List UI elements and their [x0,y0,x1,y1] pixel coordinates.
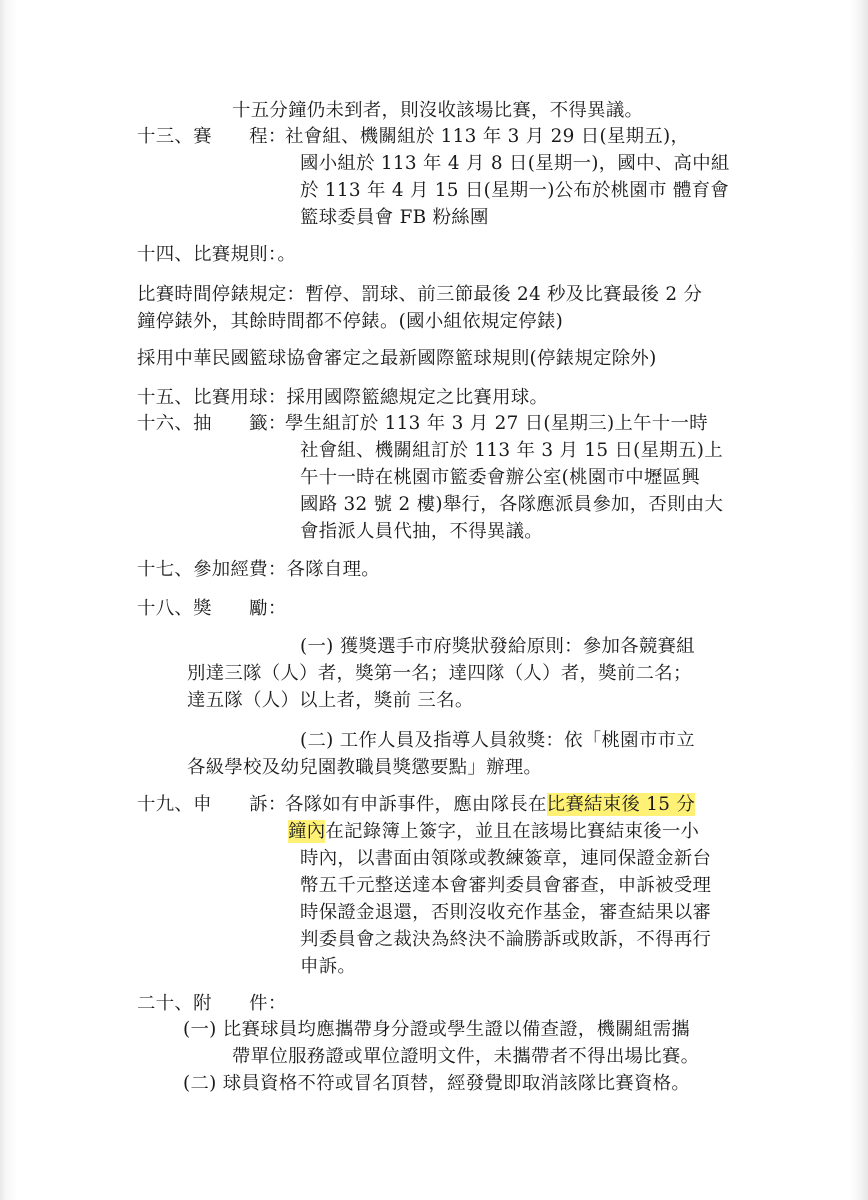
section-16-heading: 十六、抽 籤： [137,413,287,434]
section-16-line-3: 午十一時在桃園市籃委會辦公室(桃園市中壢區興 [300,467,700,488]
section-19-line-6: 判委員會之裁決為終決不論勝訴或敗訴，不得再行 [300,929,712,950]
section-20-item-1-line-2: 帶單位服務證或單位證明文件，未攜帶者不得出場比賽。 [232,1046,700,1067]
section-20-item-2: (二) 球員資格不符或冒名頂替，經發覺即取消該隊比賽資格。 [183,1073,691,1094]
section-19-line-1-text: 各隊如有申訴事件，應由隊長在 [285,794,547,815]
section-14-heading: 十四、比賽規則：。 [137,244,297,265]
section-16-line-5: 會指派人員代抽，不得異議。 [300,521,543,542]
section-18-item-1-line-3: 達五隊（人）以上者，獎前 三名。 [187,690,474,711]
section-13-line-3: 於 113 年 4 月 15 日(星期一)公布於桃園市 體育會 [300,180,730,201]
section-19-line-3: 時內，以書面由領隊或教練簽章，連同保證金新台 [300,848,712,869]
section-19-line-2 [288,819,699,845]
section-19-line-7: 申訴。 [300,956,357,977]
section-18-heading: 十八、獎 勵： [137,598,287,619]
section-19-line-1 [285,792,695,818]
section-18-item-2-line-2: 各級學校及幼兒園教職員獎懲要點」辦理。 [187,757,543,778]
section-14-para-1-line-1: 比賽時間停錶規定：暫停、罰球、前三節最後 24 秒及比賽最後 2 分 [137,284,703,305]
section-20-item-1-line-1: (一) 比賽球員均應攜帶身分證或學生證以備查證，機關組需攜 [183,1019,691,1040]
line-01: 十五分鐘仍未到者，則沒收該場比賽，不得異議。 [232,100,644,121]
section-16-line-1: 學生組訂於 113 年 3 月 27 日(星期三)上午十一時 [285,413,708,434]
section-16-line-2: 社會組、機關組訂於 113 年 3 月 15 日(星期五)上 [300,440,723,461]
section-13-line-4: 籃球委員會 FB 粉絲團 [300,207,489,228]
section-19-line-4: 幣五千元整送達本會審判委員會審查，申訴被受理 [300,875,712,896]
section-13-line-2: 國小組於 113 年 4 月 8 日(星期一)，國中、高中組 [300,153,730,174]
section-19-heading: 十九、申 訴： [137,794,287,815]
section-19-line-2-text: 在記錄簿上簽字，並且在該場比賽結束後一小 [325,821,700,842]
section-20-heading: 二十、附 件： [137,993,287,1014]
section-14-para-2: 採用中華民國籃球協會審定之最新國際籃球規則(停錶規定除外) [137,348,657,369]
section-13-heading: 十三、賽 程： [137,126,287,147]
section-14-para-1-line-2: 鐘停錶外，其餘時間都不停錶。(國小組依規定停錶) [137,311,564,332]
section-19-line-5: 時保證金退還，否則沒收充作基金，審查結果以審 [300,902,712,923]
section-17: 十七、參加經費：各隊自理。 [137,559,380,580]
highlighted-deadline-text-cont: 鐘內 [288,821,326,842]
section-18-item-2-line-1: (二) 工作人員及指導人員敘獎：依「桃園市市立 [300,730,695,751]
section-15: 十五、比賽用球：採用國際籃總規定之比賽用球。 [137,387,549,408]
section-16-line-4: 國路 32 號 2 樓)舉行，各隊應派員參加，否則由大 [300,494,724,515]
highlighted-deadline-text: 比賽結束後 15 分 [546,794,696,815]
section-18-item-1-line-1: (一) 獲獎選手市府獎狀發給原則：參加各競賽組 [300,636,695,657]
section-18-item-1-line-2: 別達三隊（人）者，獎第一名；達四隊（人）者，獎前二名； [187,663,692,684]
section-13-line-1: 社會組、機關組於 113 年 3 月 29 日(星期五)， [285,126,690,147]
